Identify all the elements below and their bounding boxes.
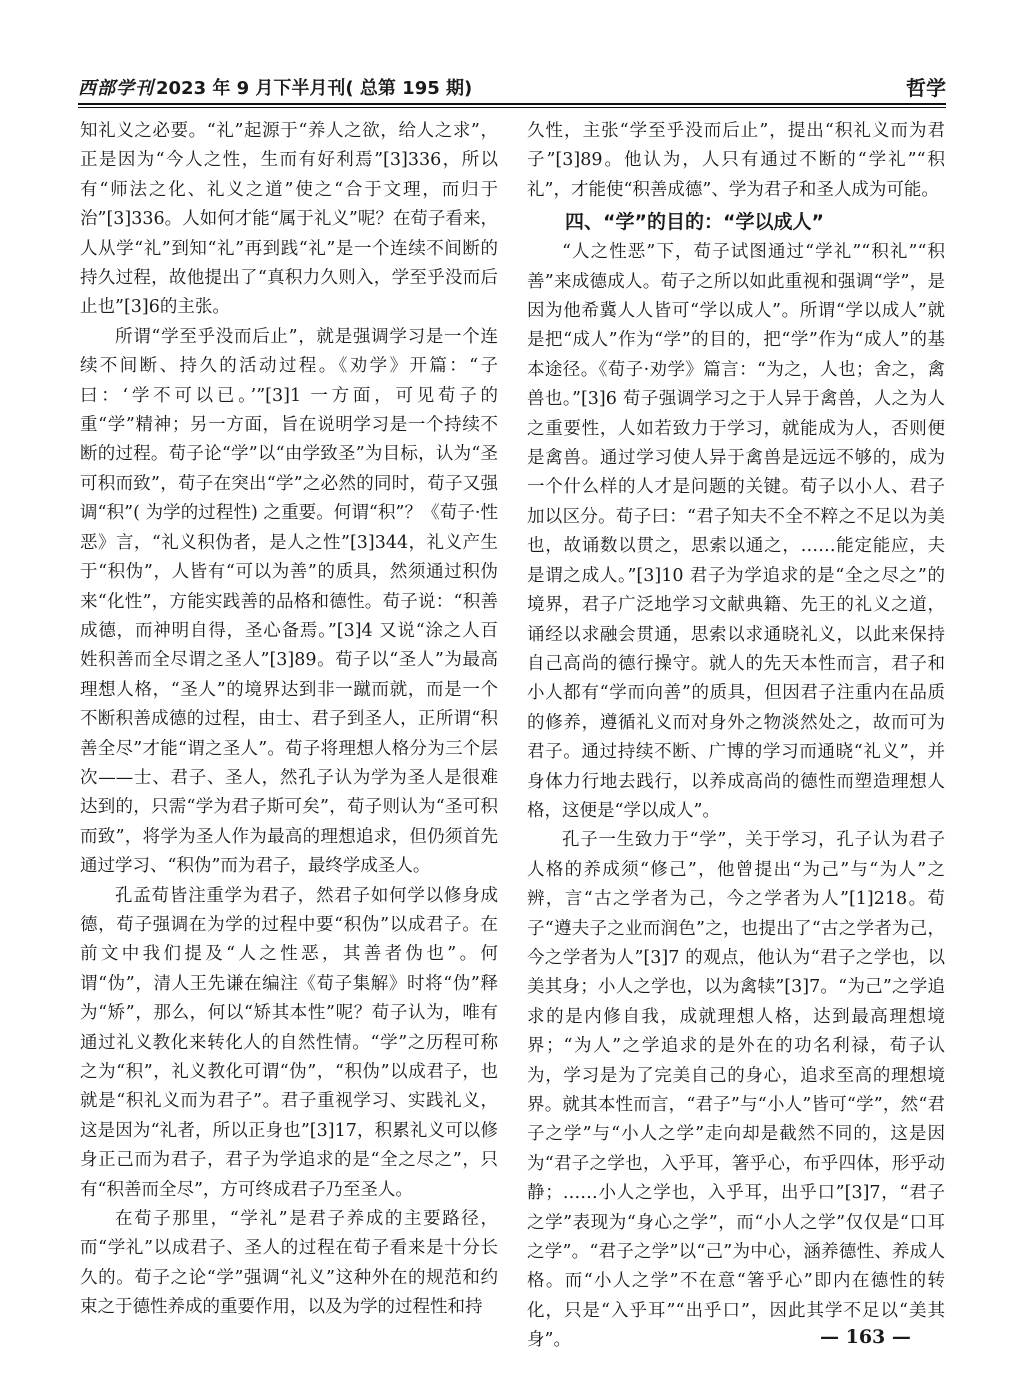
paragraph: 孔子一生致力于“学”，关于学习，孔子认为君子人格的养成须“修己”，他曾提出“为己”与“为人”之辨，言“古之学者为己，今之学者为人”[1]218。荀子“遵夫子之业而润色”之，也提出了“古之学者为己，今之学者为人”[3]7 的观点，他认为“君子之学也，以美其身；小人之学也，以为禽犊”[3]7。“为己”之学追求的是内修自我，成就理想人格，达到最高理想境界；“为人”之学追求的是外在的功名利禄，荀子认为，学习是为了完美自己的身心，追求至高的理想境界。就其本性而言，“君子”与“小人”皆可“学”，然“君子之学”与“小人之学”走向却是截然不同的，这是因为“君子之学也，入乎耳，箸乎心，布乎四体，形乎动静；……小人之学也，入乎耳，出乎口”[3]7，“君子之学”表现为“身心之学”，而“小人之学”仅仅是“口耳之学”。“君子之学”以“己”为中心，涵养德性、养成人格。而“小人之学”不在意“箸乎心”即内在德性的转化，只是“入乎耳”“出乎口”，因此其学不足以“美其身”。: [527, 830, 945, 1351]
running-header: [78, 70, 946, 104]
section-heading: 四、“学”的目的：“学以成人”: [565, 211, 824, 234]
section-label: 哲学: [906, 76, 946, 100]
right-column-bottom: [527, 238, 945, 1355]
paragraph: 孔孟荀皆注重学为君子，然君子如何学以修身成德，荀子强调在为学的过程中要“积伪”以成君子。在前文中我们提及“人之性恶，其善者伪也”。何谓“伪”，清人王先谦在编注《荀子集解》时将“伪”释为“矫”，那么，何以“矫其本性”呢？荀子认为，唯有通过礼义教化来转化人的自然性情。“学”之历程可称之为“积”，礼义教化可谓“伪”，“积伪”以成君子，也就是“积礼义而为君子”。君子重视学习、实践礼义，这是因为“礼者，所以正身也”[3]17，积累礼义可以修身正己而为君子，君子为学追求的是“全之尽之”，只有“积善而全尽”，方可终成君子乃至圣人。: [80, 885, 498, 1200]
paragraph: “人之性恶”下，荀子试图通过“学礼”“积礼”“积善”来成德成人。荀子之所以如此重视和强调“学”，是因为他希冀人人皆可“学以成人”。所谓“学以成人”就是把“成人”作为“学”的目的，把“学”作为“成人”的基本途径。《荀子·劝学》篇言：“为之，人也；舍之，禽兽也。”[3]6 荀子强调学习之于人异于禽兽，人之为人之重要性，人如若致力于学习，就能成为人，否则便是禽兽。通过学习使人异于禽兽是远远不够的，成为一个什么样的人才是问题的关键。荀子以小人、君子加以区分。荀子曰：“君子知夫不全不粹之不足以为美也，故诵数以贯之，思索以通之，……能定能应，夫是谓之成人。”[3]10 君子为学追求的是“全之尽之”的境界，君子广泛地学习文献典籍、先王的礼义之道，诵经以求融会贯通，思索以求通晓礼义，以此来保持自己高尚的德行操守。就人的先天本性而言，君子和小人都有“学而向善”的质具，但因君子注重内在品质的修养，遵循礼义而对身外之物淡然处之，故而可为君子。通过持续不断、广博的学习而通晓“礼义”，并身体力行地去践行，以养成高尚的德性而塑造理想人格，这便是“学以成人”。: [527, 242, 945, 821]
paragraph: 在荀子那里，“学礼”是君子养成的主要路径，而“学礼”以成君子、圣人的过程在荀子看来是十分长久的。荀子之论“学”强调“礼义”这种外在的规范和约束之于德性养成的重要作用，以及为学的过程性和持: [80, 1209, 498, 1318]
issue-label: 2023 年 9 月下半月刊( 总第 195 期): [156, 78, 473, 99]
journal-issue-line: [78, 74, 472, 100]
paragraph: 知礼义之必要。“礼”起源于“养人之欲，给人之求”，正是因为“今人之性，生而有好利焉”[3]336，所以有“师法之化、礼义之道”使之“合于文理，而归于治”[3]336。人如何才能“属于礼义”呢？在荀子看来，人从学“礼”到知“礼”再到践“礼”是一个连续不间断的持久过程，故他提出了“真积力久则入，学至乎没而后止也”[3]6的主张。: [80, 121, 498, 318]
journal-logo: 西部学刊: [78, 78, 154, 99]
header-rule: [78, 103, 946, 105]
page-number: — 163 —: [820, 1326, 911, 1348]
right-column: [527, 117, 945, 1356]
left-column: [80, 117, 498, 1323]
paragraph: 所谓“学至乎没而后止”，就是强调学习是一个连续不间断、持久的活动过程。《劝学》开篇：“子曰：‘学不可以已。’”[3]1 一方面，可见荀子的重“学”精神；另一方面，旨在说明学习是一个持续不断的过程。荀子论“学”以“由学致圣”为目标，认为“圣可积而致”，荀子在突出“学”之必然的同时，荀子又强调“积”( 为学的过程性) 之重要。何谓“积”？《荀子·性恶》言，“礼义积伪者，是人之性”[3]344，礼义产生于“积伪”，人皆有“可以为善”的质具，然须通过积伪来“化性”，方能实践善的品格和德性。荀子说：“积善成德，而神明自得，圣心备焉。”[3]4 又说“涂之人百姓积善而全尽谓之圣人”[3]89。荀子以“圣人”为最高理想人格，“圣人”的境界达到非一蹴而就，而是一个不断积善成德的过程，由士、君子到圣人，正所谓“积善全尽”才能“谓之圣人”。荀子将理想人格分为三个层次——士、君子、圣人，然孔子认为学为圣人是很难达到的，只需“学为君子斯可矣”，荀子则认为“圣可积而致”，将学为圣人作为最高的理想追求，但仍须首先通过学习、“积伪”而为君子，最终学成圣人。: [80, 326, 498, 877]
header-rule-thin: [78, 107, 946, 108]
right-column-top: [527, 117, 945, 205]
paragraph: 久性，主张“学至乎没而后止”，提出“积礼义而为君子”[3]89。他认为，人只有通过不断的“学礼”“积礼”，才能使“积善成德”、学为君子和圣人成为可能。: [527, 121, 945, 200]
